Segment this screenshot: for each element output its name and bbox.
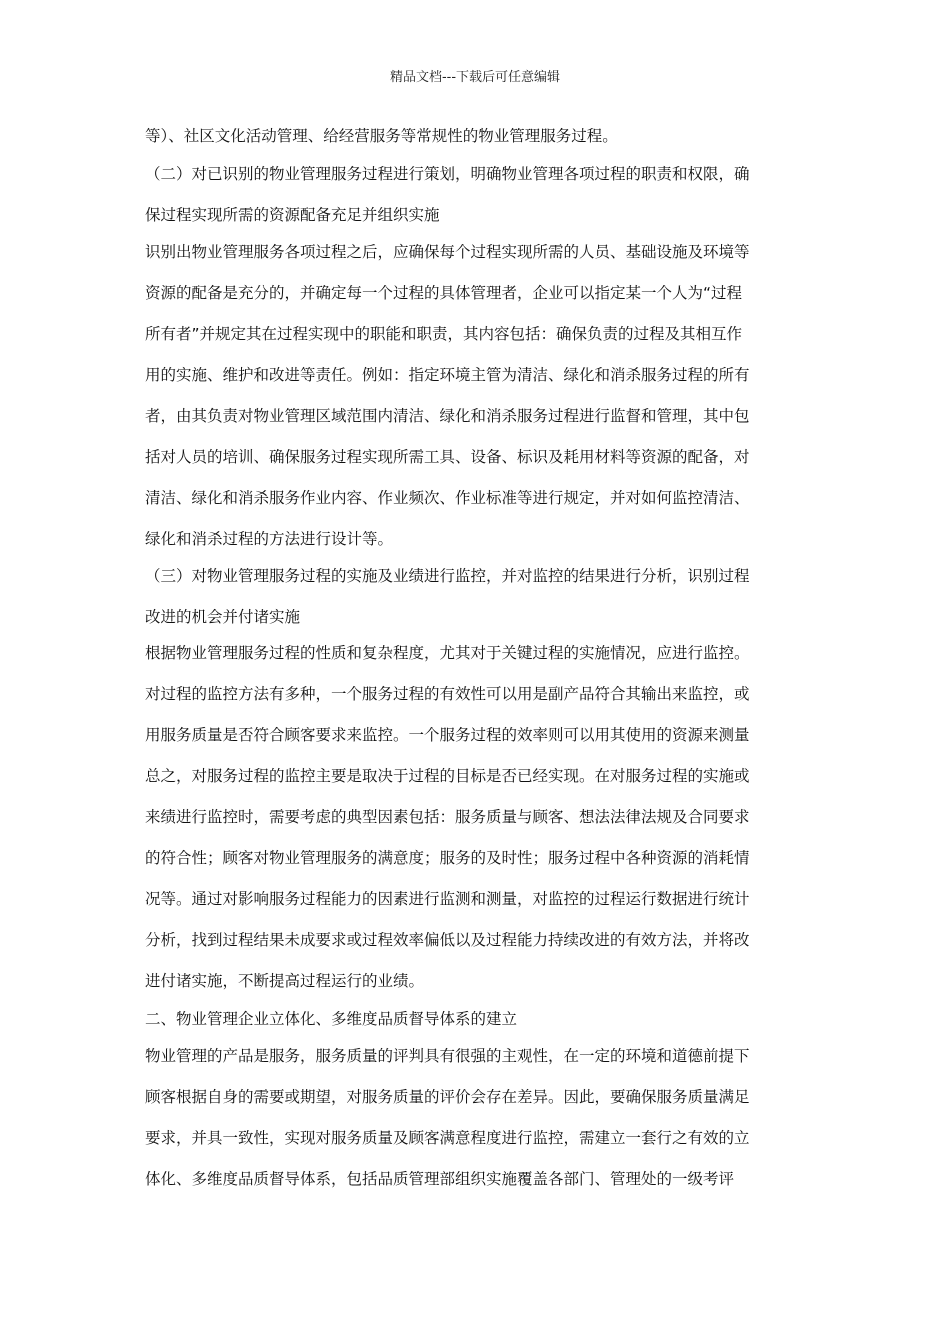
text-line: 的符合性；顾客对物业管理服务的满意度；服务的及时性；服务过程中各种资源的消耗情: [145, 849, 750, 867]
text-line: 要求，并具一致性，实现对服务质量及顾客满意程度进行监控，需建立一套行之有效的立: [145, 1129, 750, 1147]
text-line: 分析，找到过程结果未成要求或过程效率偏低以及过程能力持续改进的有效方法，并将改: [145, 931, 750, 949]
text-line: 况等。通过对影响服务过程能力的因素进行监测和测量，对监控的过程运行数据进行统计: [145, 890, 750, 908]
text-line: 用的实施、维护和改进等责任。例如：指定环境主管为清洁、绿化和消杀服务过程的所有: [145, 366, 750, 384]
text-line: 识别出物业管理服务各项过程之后，应确保每个过程实现所需的人员、基础设施及环境等: [145, 243, 750, 261]
page-header: 精品文档---下载后可任意编辑: [389, 70, 561, 85]
text-line: 清洁、绿化和消杀服务作业内容、作业频次、作业标准等进行规定，并对如何监控清洁、: [145, 489, 750, 507]
text-line: 绿化和消杀过程的方法进行设计等。: [145, 530, 394, 548]
text-line: 保过程实现所需的资源配备充足并组织实施: [145, 206, 440, 224]
text-line: 根据物业管理服务过程的性质和复杂程度，尤其对于关键过程的实施情况，应进行监控。: [145, 644, 750, 662]
text-line: 括对人员的培训、确保服务过程实现所需工具、设备、标识及耗用材料等资源的配备，对: [145, 448, 750, 466]
text-line: 等）、社区文化活动管理、给经营服务等常规性的物业管理服务过程。: [145, 127, 618, 145]
text-line: 者，由其负责对物业管理区域范围内清洁、绿化和消杀服务过程进行监督和管理，其中包: [145, 407, 750, 425]
text-line: 资源的配备是充分的，并确定每一个过程的具体管理者，企业可以指定某一个人为“过程: [145, 284, 743, 302]
text-line: 对过程的监控方法有多种，一个服务过程的有效性可以用是副产品符合其输出来监控，或: [145, 685, 750, 703]
section-heading: 二、物业管理企业立体化、多维度品质督导体系的建立: [145, 1010, 518, 1028]
text-line: 顾客根据自身的需要或期望，对服务质量的评价会存在差异。因此，要确保服务质量满足: [145, 1088, 750, 1106]
text-line: 总之，对服务过程的监控主要是取决于过程的目标是否已经实现。在对服务过程的实施或: [145, 767, 750, 785]
text-line: 体化、多维度品质督导体系，包括品质管理部组织实施覆盖各部门、管理处的一级考评: [145, 1170, 735, 1188]
text-line: 物业管理的产品是服务，服务质量的评判具有很强的主观性，在一定的环境和道德前提下: [145, 1047, 750, 1065]
text-line: 所有者”并规定其在过程实现中的职能和职责，其内容包括：确保负责的过程及其相互作: [145, 325, 743, 343]
text-line: （二）对已识别的物业管理服务过程进行策划，明确物业管理各项过程的职责和权限，确: [145, 165, 750, 183]
text-line: 进付诸实施，不断提高过程运行的业绩。: [145, 972, 425, 990]
text-line: （三）对物业管理服务过程的实施及业绩进行监控，并对监控的结果进行分析，识别过程: [145, 567, 750, 585]
text-line: 改进的机会并付诸实施: [145, 608, 301, 626]
text-line: 来绩进行监控时，需要考虑的典型因素包括：服务质量与顾客、想法法律法规及合同要求: [145, 808, 750, 826]
text-line: 用服务质量是否符合顾客要求来监控。一个服务过程的效率则可以用其使用的资源来测量: [145, 726, 750, 744]
